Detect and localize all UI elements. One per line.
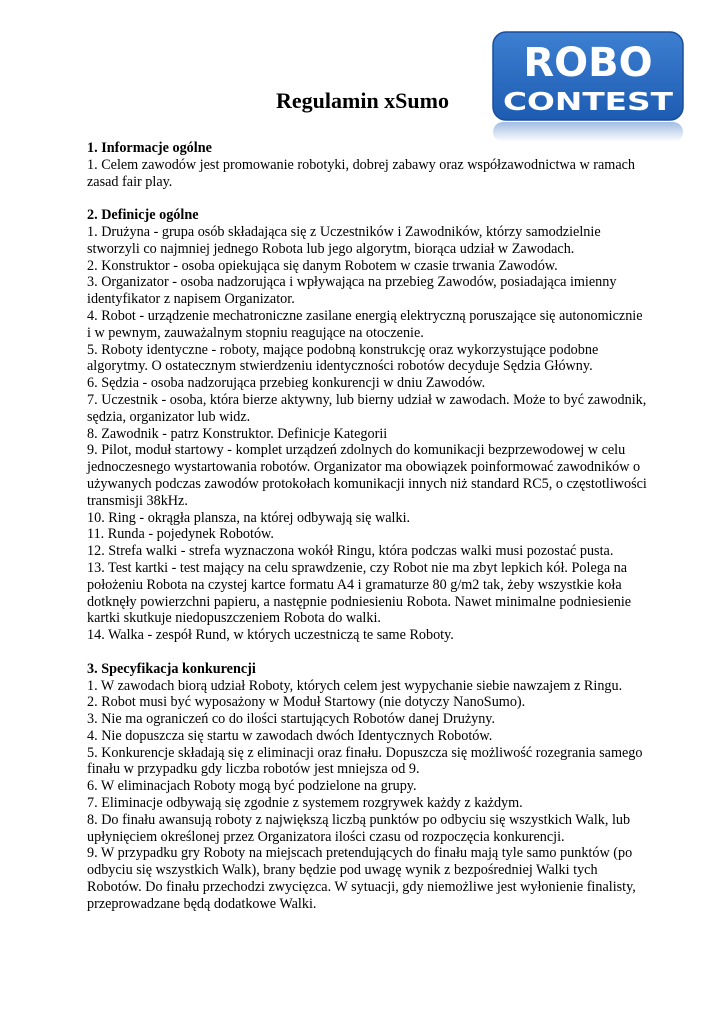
paragraph: 2. Robot musi być wyposażony w Moduł Startowy (nie dotyczy NanoSumo). bbox=[87, 694, 526, 711]
section bbox=[87, 661, 647, 913]
paragraph: 1. Drużyna - grupa osób składająca się z Uczestników i Zawodników, którzy samodzielnie stworzyli co najmniej jednego Robota lub jego algorytm, biorąca udział w Zawodach. bbox=[87, 223, 601, 257]
paragraph: 8. Zawodnik - patrz Konstruktor. Definicje Kategorii bbox=[87, 425, 388, 442]
paragraph: 3. Nie ma ograniczeń co do ilości startujących Robotów danej Drużyny. bbox=[87, 711, 496, 728]
section-heading: 3. Specyfikacja konkurencji bbox=[87, 660, 256, 677]
paragraph: 9. W przypadku gry Roboty na miejscach pretendujących do finału mają tyle samo punktów (po odbyciu się wszystkich Walk), brany będzie pod uwagę wynik z bezpośredniej Walki tych Robotów. Do finału przechodzi zwycięzca. W sytuacji, gdy niemożliwe jest wyłonienie finalisty, przeprowadzane będą dodatkowe Walki. bbox=[87, 845, 636, 912]
section-heading: 2. Definicje ogólne bbox=[87, 207, 199, 224]
paragraph: 6. W eliminacjach Roboty mogą być podzielone na grupy. bbox=[87, 778, 417, 795]
document-title: Regulamin xSumo bbox=[276, 88, 449, 113]
paragraph: 14. Walka - zespół Rund, w których uczestniczą te same Roboty. bbox=[87, 627, 454, 644]
paragraph: 12. Strefa walki - strefa wyznaczona wokół Ringu, która podczas walki musi pozostać pusta. bbox=[87, 543, 614, 560]
paragraph: 1. Celem zawodów jest promowanie robotyki, dobrej zabawy oraz współzawodnictwa w ramach zasad fair play. bbox=[87, 156, 636, 190]
paragraph: 7. Eliminacje odbywają się zgodnie z systemem rozgrywek każdy z każdym. bbox=[87, 795, 523, 812]
paragraph: 3. Organizator - osoba nadzorująca i wpływająca na przebieg Zawodów, posiadająca imienny identyfikator z napisem Organizator. bbox=[87, 274, 617, 308]
logo-text-robo: ROBO bbox=[523, 40, 653, 86]
paragraph: 1. W zawodach biorą udział Roboty, których celem jest wypychanie siebie nawzajem z Ringu. bbox=[87, 677, 623, 694]
logo-text-contest: CONTEST bbox=[503, 87, 673, 116]
paragraph: 11. Runda - pojedynek Robotów. bbox=[87, 526, 274, 543]
robo-contest-logo bbox=[491, 30, 685, 142]
paragraph: 13. Test kartki - test mający na celu sprawdzenie, czy Robot nie ma zbyt lepkich kół. Polega na położeniu Robota na czystej kartce formatu A4 i gramaturze 80 g/m2 tak, żeby wszystkie koła dotknęły powierzchni papieru, a następnie podniesieniu Robota. Nawet minimalne podniesienie kartki skutkuje niedopuszczeniem Robota do walki. bbox=[87, 559, 632, 627]
paragraph: 4. Robot - urządzenie mechatroniczne zasilane energią elektryczną poruszające się autonomicznie i w pewnym, zauważalnym stopniu reagujące na otoczenie. bbox=[87, 307, 643, 341]
document-body bbox=[87, 140, 647, 929]
paragraph: 2. Konstruktor - osoba opiekująca się danym Robotem w czasie trwania Zawodów. bbox=[87, 257, 558, 274]
paragraph: 5. Roboty identyczne - roboty, mające podobną konstrukcję oraz wykorzystujące podobne algorytmy. O ostatecznym stwierdzeniu identyczności robotów decyduje Sędzia Główny. bbox=[87, 341, 599, 375]
paragraph: 5. Konkurencje składają się z eliminacji oraz finału. Dopuszcza się możliwość rozegrania samego finału w przypadku gdy liczba robotów jest mniejsza od 9. bbox=[87, 744, 643, 778]
paragraph: 8. Do finału awansują roboty z największą liczbą punktów po odbyciu się wszystkich Walk, lub upłynięciem określonej przez Organizatora ilości czasu od rozpoczęcia konkurencji. bbox=[87, 811, 631, 845]
section bbox=[87, 140, 647, 190]
paragraph: 4. Nie dopuszcza się startu w zawodach dwóch Identycznych Robotów. bbox=[87, 727, 493, 744]
section bbox=[87, 207, 647, 644]
section-heading: 1. Informacje ogólne bbox=[87, 140, 212, 156]
paragraph: 10. Ring - okrągła plansza, na której odbywają się walki. bbox=[87, 509, 411, 526]
paragraph: 9. Pilot, moduł startowy - komplet urządzeń zdolnych do komunikacji bezprzewodowej w celu jednoczesnego wystartowania robotów. Organizator ma obowiązek poinformować zawodników o używanych podczas zawodów protokołach komunikacji innych niż standard RC5, o częstotliwości transmisji 38kHz. bbox=[87, 442, 647, 509]
paragraph: 6. Sędzia - osoba nadzorująca przebieg konkurencji w dniu Zawodów. bbox=[87, 375, 486, 392]
paragraph: 7. Uczestnik - osoba, która bierze aktywny, lub bierny udział w zawodach. Może to być zawodnik, sędzia, organizator lub widz. bbox=[87, 391, 647, 425]
